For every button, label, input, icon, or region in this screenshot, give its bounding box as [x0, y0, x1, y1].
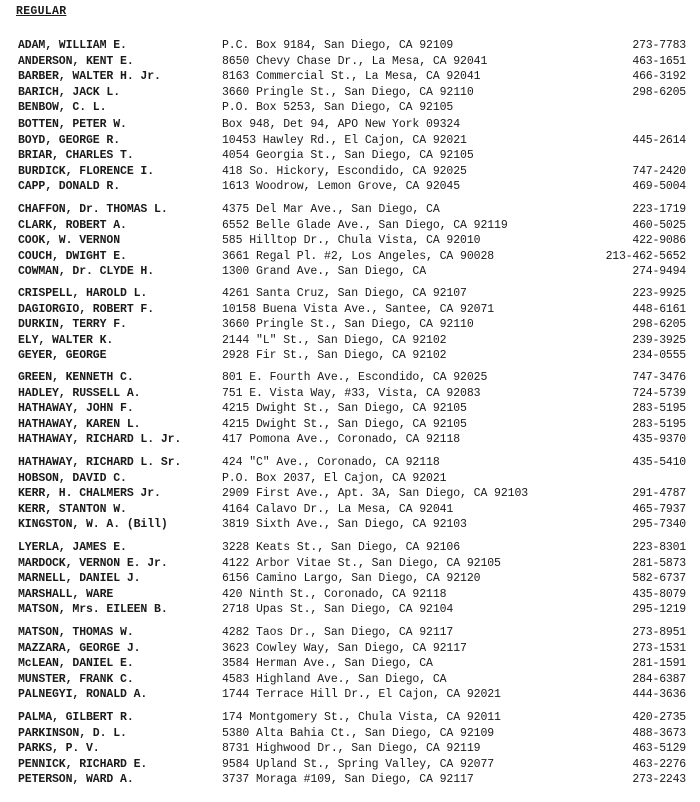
member-address: 4215 Dwight St., San Diego, CA 92105 [222, 417, 467, 431]
member-phone: 469-5004 [632, 180, 686, 193]
member-phone: 465-7937 [632, 502, 686, 516]
member-address: 2144 "L" St., San Diego, CA 92102 [222, 333, 447, 347]
member-name: PARKS, P. V. [18, 742, 100, 755]
member-entry [0, 317, 700, 333]
member-phone: 283-5195 [632, 402, 686, 415]
member-entry [0, 202, 700, 218]
member-phone: 281-1591 [632, 657, 686, 670]
member-phone: 213-462-5652 [605, 249, 686, 263]
member-address: 6156 Camino Largo, San Diego, CA 92120 [222, 572, 481, 585]
member-entry [0, 471, 700, 487]
member-address: 174 Montgomery St., Chula Vista, CA 92011 [222, 711, 501, 724]
member-address: 751 E. Vista Way, #33, Vista, CA 92083 [222, 386, 481, 400]
member-entry [0, 571, 700, 587]
member-entry [0, 179, 700, 195]
member-address: P.C. Box 9184, San Diego, CA 92109 [222, 39, 454, 52]
member-name: HATHAWAY, KAREN L. [18, 417, 141, 431]
member-address: 4215 Dwight St., San Diego, CA 92105 [222, 402, 467, 415]
member-group [0, 370, 700, 448]
member-name: PALNEGYI, RONALD A. [18, 688, 148, 701]
member-group [0, 202, 700, 280]
member-address: 9584 Upland St., Spring Valley, CA 92077 [222, 757, 495, 771]
member-name: MATSON, Mrs. EILEEN B. [18, 603, 168, 616]
member-name: MARNELL, DANIEL J. [18, 572, 141, 585]
member-address: 3819 Sixth Ave., San Diego, CA 92103 [222, 518, 467, 531]
member-name: MATSON, THOMAS W. [18, 626, 134, 639]
member-address: 3584 Herman Ave., San Diego, CA [222, 657, 433, 670]
member-phone: 422-9086 [632, 234, 686, 247]
member-phone: 295-7340 [632, 518, 686, 531]
member-address: 8731 Highwood Dr., San Diego, CA 92119 [222, 742, 481, 755]
member-phone: 463-1651 [632, 54, 686, 68]
member-entry [0, 517, 700, 533]
member-address: 418 So. Hickory, Escondido, CA 92025 [222, 164, 467, 178]
member-address: 420 Ninth St., Coronado, CA 92118 [222, 587, 447, 601]
member-entry [0, 133, 700, 149]
member-phone: 724-5739 [632, 386, 686, 400]
member-name: ADAM, WILLIAM E. [18, 39, 127, 52]
member-address: 3737 Moraga #109, San Diego, CA 92117 [222, 773, 474, 786]
member-entry [0, 417, 700, 433]
member-address: 1300 Grand Ave., San Diego, CA [222, 265, 427, 278]
member-name: MAZZARA, GEORGE J. [18, 641, 141, 655]
member-name: BARICH, JACK L. [18, 85, 121, 99]
member-phone: 463-5129 [632, 742, 686, 755]
member-address: 2909 First Ave., Apt. 3A, San Diego, CA 92103 [222, 487, 529, 500]
member-phone: 488-3673 [632, 726, 686, 740]
member-address: 3660 Pringle St., San Diego, CA 92110 [222, 85, 474, 99]
member-group [0, 286, 700, 364]
member-phone: 223-8301 [632, 541, 686, 554]
member-phone: 747-3476 [632, 371, 686, 384]
member-entry [0, 117, 700, 133]
member-name: PALMA, GILBERT R. [18, 711, 134, 724]
member-address: P.O. Box 2037, El Cajon, CA 92021 [222, 471, 447, 485]
member-entry [0, 164, 700, 180]
member-address: 3660 Pringle St., San Diego, CA 92110 [222, 318, 474, 331]
member-name: BENBOW, C. L. [18, 101, 107, 114]
member-entry [0, 687, 700, 703]
member-phone: 582-6737 [632, 572, 686, 585]
member-address: 3661 Regal Pl. #2, Los Angeles, CA 90028 [222, 249, 495, 263]
member-address: 2718 Upas St., San Diego, CA 92104 [222, 603, 454, 616]
member-address: 3228 Keats St., San Diego, CA 92106 [222, 541, 461, 554]
member-phone: 463-2276 [632, 757, 686, 771]
member-phone: 466-3192 [632, 70, 686, 83]
member-name: PARKINSON, D. L. [18, 726, 127, 740]
member-name: HOBSON, DAVID C. [18, 471, 127, 485]
member-entry [0, 540, 700, 556]
member-phone: 281-5873 [632, 556, 686, 570]
member-entry [0, 286, 700, 302]
member-name: BOYD, GEORGE R. [18, 133, 121, 147]
member-name: HADLEY, RUSSELL A. [18, 386, 141, 400]
member-name: GEYER, GEORGE [18, 349, 107, 362]
member-address: 3623 Cowley Way, San Diego, CA 92117 [222, 641, 467, 655]
member-name: COUCH, DWIGHT E. [18, 249, 127, 263]
member-phone: 234-0555 [632, 349, 686, 362]
member-entry [0, 148, 700, 164]
member-name: KERR, STANTON W. [18, 502, 127, 516]
member-entry [0, 69, 700, 85]
member-address: 10453 Hawley Rd., El Cajon, CA 92021 [222, 133, 467, 147]
member-address: 10158 Buena Vista Ave., Santee, CA 92071 [222, 302, 495, 316]
member-entry [0, 386, 700, 402]
member-address: 4122 Arbor Vitae St., San Diego, CA 92105 [222, 556, 501, 570]
member-entry [0, 302, 700, 318]
member-phone: 223-9925 [632, 287, 686, 300]
member-phone: 273-2243 [632, 773, 686, 786]
member-entry [0, 741, 700, 757]
member-entry [0, 233, 700, 249]
member-address: Box 948, Det 94, APO New York 09324 [222, 118, 461, 131]
member-phone: 444-3636 [632, 688, 686, 701]
member-phone: 298-6205 [632, 318, 686, 331]
member-name: CRISPELL, HAROLD L. [18, 287, 148, 300]
member-name: CHAFFON, Dr. THOMAS L. [18, 203, 168, 216]
member-phone: 448-6161 [632, 302, 686, 316]
member-address: 424 "C" Ave., Coronado, CA 92118 [222, 456, 440, 469]
member-name: BARBER, WALTER H. Jr. [18, 70, 161, 83]
member-name: LYERLA, JAMES E. [18, 541, 127, 554]
member-address: 8650 Chevy Chase Dr., La Mesa, CA 92041 [222, 54, 488, 68]
member-phone: 284-6387 [632, 672, 686, 686]
member-name: BRIAR, CHARLES T. [18, 149, 134, 162]
member-address: 4261 Santa Cruz, San Diego, CA 92107 [222, 287, 467, 300]
member-phone: 435-8079 [632, 587, 686, 601]
member-address: 4054 Georgia St., San Diego, CA 92105 [222, 149, 474, 162]
member-entry [0, 370, 700, 386]
member-phone: 420-2735 [632, 711, 686, 724]
member-entry [0, 772, 700, 788]
member-phone: 223-1719 [632, 203, 686, 216]
member-entry [0, 625, 700, 641]
member-entry [0, 264, 700, 280]
member-name: COWMAN, Dr. CLYDE H. [18, 265, 155, 278]
member-entry [0, 672, 700, 688]
member-phone: 747-2420 [632, 164, 686, 178]
member-entry [0, 85, 700, 101]
member-name: DURKIN, TERRY F. [18, 318, 127, 331]
member-name: BURDICK, FLORENCE I. [18, 164, 155, 178]
member-name: BOTTEN, PETER W. [18, 118, 127, 131]
member-name: MARDOCK, VERNON E. Jr. [18, 556, 168, 570]
member-phone: 445-2614 [632, 133, 686, 147]
member-name: KERR, H. CHALMERS Jr. [18, 487, 161, 500]
member-address: 585 Hilltop Dr., Chula Vista, CA 92010 [222, 234, 481, 247]
member-address: 4375 Del Mar Ave., San Diego, CA [222, 203, 440, 216]
member-name: HATHAWAY, RICHARD L. Sr. [18, 456, 182, 469]
member-entry [0, 656, 700, 672]
member-address: P.O. Box 5253, San Diego, CA 92105 [222, 101, 454, 114]
member-group [0, 117, 700, 195]
member-entry [0, 486, 700, 502]
member-address: 5380 Alta Bahia Ct., San Diego, CA 92109 [222, 726, 495, 740]
member-phone: 283-5195 [632, 417, 686, 431]
member-address: 8163 Commercial St., La Mesa, CA 92041 [222, 70, 481, 83]
member-entry [0, 502, 700, 518]
member-entry [0, 710, 700, 726]
member-phone: 295-1219 [632, 603, 686, 616]
member-name: MARSHALL, WARE [18, 587, 114, 601]
member-entry [0, 218, 700, 234]
member-phone: 298-6205 [632, 85, 686, 99]
member-entry [0, 602, 700, 618]
member-name: KINGSTON, W. A. (Bill) [18, 518, 168, 531]
section-heading: REGULAR [16, 5, 67, 18]
member-address: 801 E. Fourth Ave., Escondido, CA 92025 [222, 371, 488, 384]
member-name: McLEAN, DANIEL E. [18, 657, 134, 670]
member-phone: 435-5410 [632, 456, 686, 469]
member-address: 4282 Taos Dr., San Diego, CA 92117 [222, 626, 454, 639]
member-phone: 291-4787 [632, 487, 686, 500]
member-entry [0, 455, 700, 471]
member-name: PENNICK, RICHARD E. [18, 757, 148, 771]
member-name: CAPP, DONALD R. [18, 180, 121, 193]
member-address: 4583 Highland Ave., San Diego, CA [222, 672, 447, 686]
member-entry [0, 726, 700, 742]
member-group [0, 710, 700, 788]
member-name: HATHAWAY, RICHARD L. Jr. [18, 433, 182, 446]
member-name: PETERSON, WARD A. [18, 773, 134, 786]
member-address: 1744 Terrace Hill Dr., El Cajon, CA 92021 [222, 688, 501, 701]
member-entry [0, 757, 700, 773]
member-entry [0, 348, 700, 364]
member-entry [0, 333, 700, 349]
member-name: HATHAWAY, JOHN F. [18, 402, 134, 415]
member-entry [0, 432, 700, 448]
member-phone: 274-9494 [632, 265, 686, 278]
member-entry [0, 556, 700, 572]
member-name: GREEN, KENNETH C. [18, 371, 134, 384]
member-entry [0, 641, 700, 657]
member-entry [0, 249, 700, 265]
member-name: ELY, WALTER K. [18, 333, 114, 347]
member-phone: 460-5025 [632, 218, 686, 232]
member-address: 4164 Calavo Dr., La Mesa, CA 92041 [222, 502, 454, 516]
member-phone: 273-8951 [632, 626, 686, 639]
member-phone: 239-3925 [632, 333, 686, 347]
member-phone: 273-7783 [632, 39, 686, 52]
member-name: MUNSTER, FRANK C. [18, 672, 134, 686]
member-address: 2928 Fir St., San Diego, CA 92102 [222, 349, 447, 362]
member-phone: 273-1531 [632, 641, 686, 655]
member-group [0, 455, 700, 533]
member-entry [0, 100, 700, 116]
member-address: 417 Pomona Ave., Coronado, CA 92118 [222, 433, 461, 446]
member-phone: 435-9370 [632, 433, 686, 446]
member-group [0, 625, 700, 703]
member-name: DAGIORGIO, ROBERT F. [18, 302, 155, 316]
member-entry [0, 401, 700, 417]
member-group [0, 540, 700, 618]
member-group [0, 38, 700, 116]
member-name: ANDERSON, KENT E. [18, 54, 134, 68]
member-address: 1613 Woodrow, Lemon Grove, CA 92045 [222, 180, 461, 193]
member-address: 6552 Belle Glade Ave., San Diego, CA 92119 [222, 218, 508, 232]
member-entry [0, 38, 700, 54]
member-name: CLARK, ROBERT A. [18, 218, 127, 232]
member-entry [0, 54, 700, 70]
member-name: COOK, W. VERNON [18, 234, 121, 247]
member-entry [0, 587, 700, 603]
